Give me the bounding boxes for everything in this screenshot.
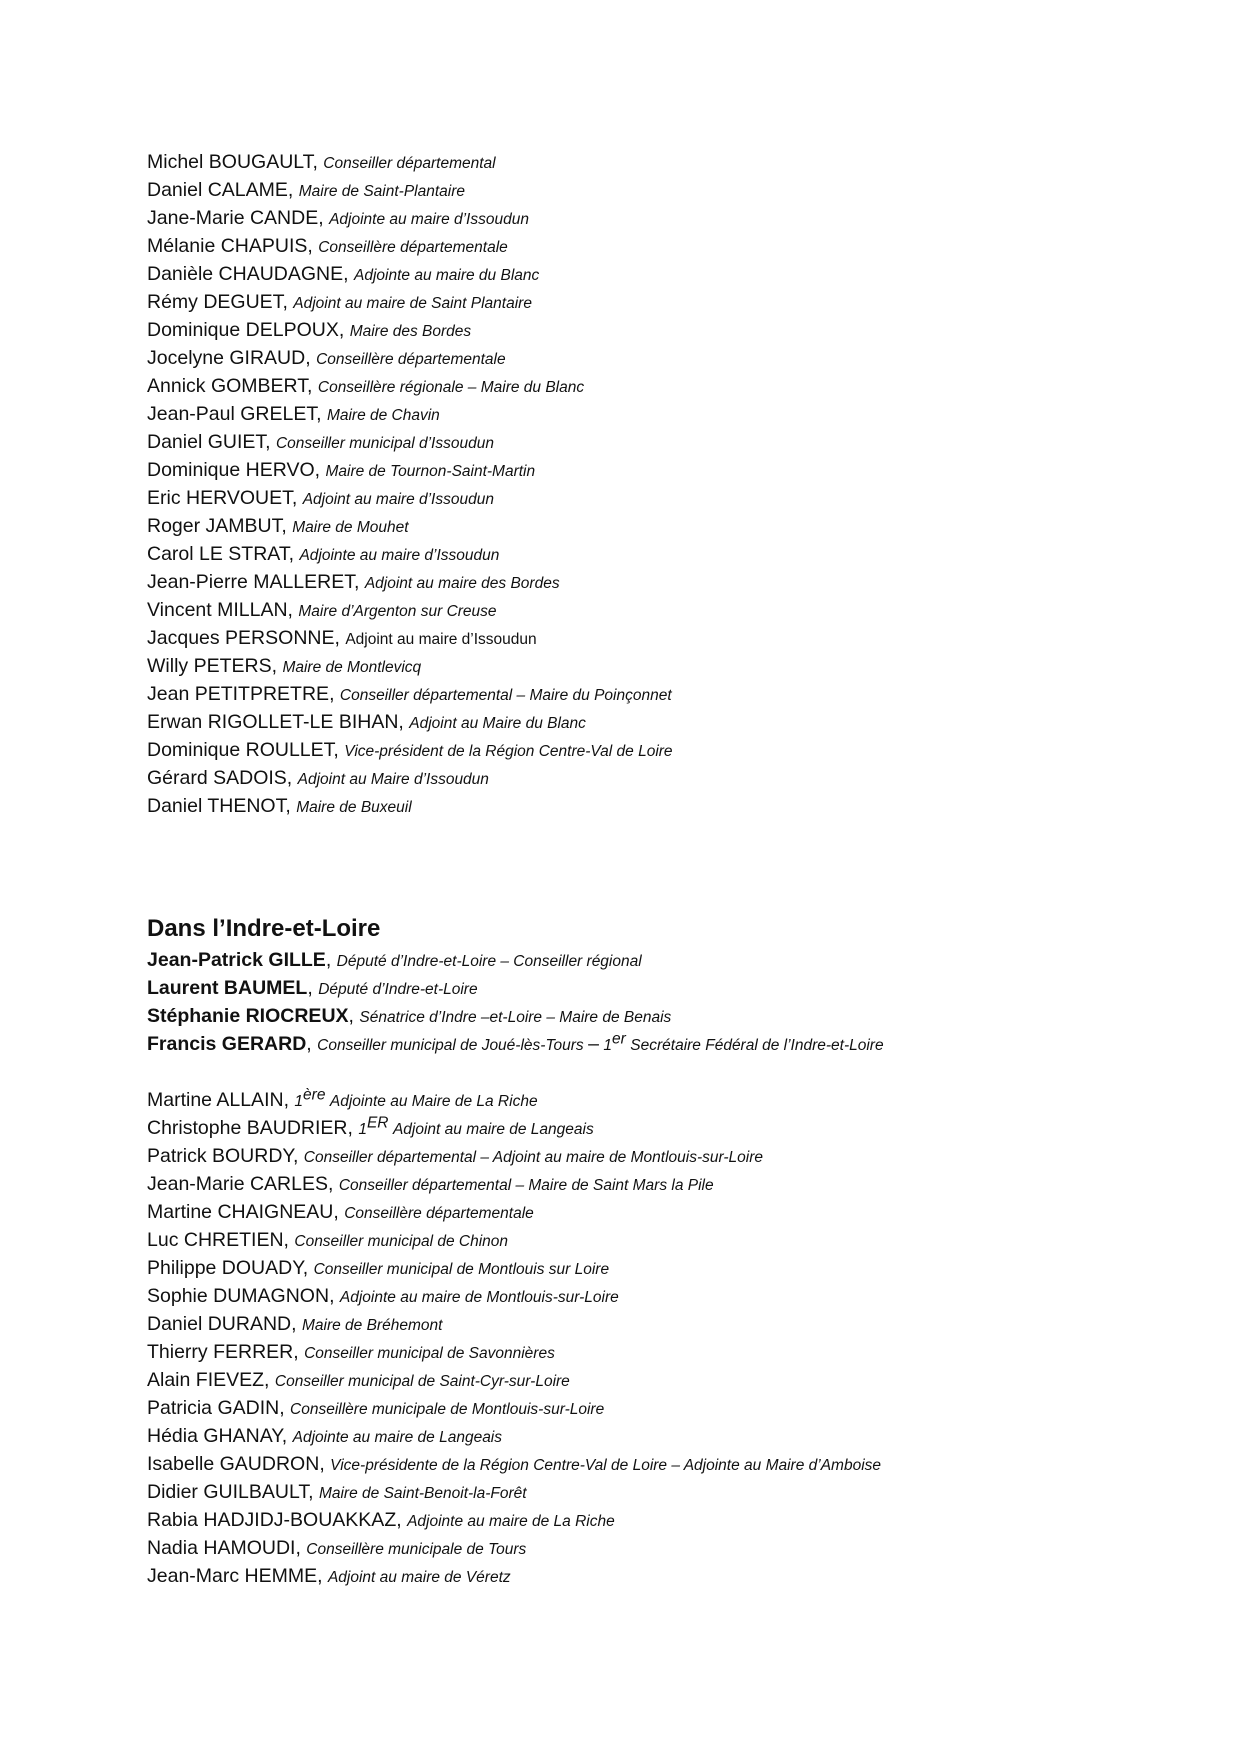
signatory-name: Stéphanie RIOCREUX bbox=[147, 1005, 349, 1027]
signatory-name: Dominique DELPOUX bbox=[147, 319, 339, 341]
signatory-row bbox=[147, 428, 1187, 456]
comma-separator: , bbox=[283, 1229, 295, 1251]
signatory-row bbox=[147, 708, 1187, 736]
signatory-name: Daniel CALAME bbox=[147, 179, 288, 201]
signatory-name: Mélanie CHAPUIS bbox=[147, 235, 308, 257]
signatory-name: Dominique HERVO bbox=[147, 459, 315, 481]
comma-separator: , bbox=[307, 375, 318, 397]
signatory-row bbox=[147, 1198, 1187, 1226]
signatory-row bbox=[147, 288, 1187, 316]
signatory-name: Martine ALLAIN bbox=[147, 1089, 284, 1111]
signatory-name: Luc CHRETIEN bbox=[147, 1229, 284, 1251]
comma-separator: , bbox=[307, 235, 319, 257]
comma-separator: , bbox=[271, 655, 283, 677]
signatory-name: Didier GUILBAULT bbox=[147, 1481, 309, 1503]
signatory-role: Adjointe au maire d’Issoudun bbox=[299, 547, 500, 564]
signatory-row bbox=[147, 1534, 1187, 1562]
signatory-row bbox=[147, 1366, 1187, 1394]
signatory-row bbox=[147, 232, 1187, 260]
signatory-role: Maire de Tournon-Saint-Martin bbox=[325, 463, 536, 480]
signatory-name: Jean-Marie CARLES bbox=[147, 1173, 328, 1195]
signatory-role: Adjoint au maire des Bordes bbox=[364, 575, 560, 592]
signatory-name: Patrick BOURDY bbox=[147, 1145, 293, 1167]
signatory-role: Conseiller municipal de Savonnières bbox=[304, 1345, 555, 1362]
signatory-name: Willy PETERS bbox=[147, 655, 272, 677]
signatory-name: Jocelyne GIRAUD bbox=[147, 347, 306, 369]
signatory-name: Sophie DUMAGNON bbox=[147, 1285, 330, 1307]
signatory-row bbox=[147, 1394, 1187, 1422]
signatory-name: Daniel GUIET bbox=[147, 431, 266, 453]
comma-separator: , bbox=[279, 1397, 291, 1419]
signatory-row bbox=[147, 484, 1187, 512]
indre-et-loire-lead-list bbox=[147, 946, 1187, 1058]
signatory-role: Adjointe au Maire de La Riche bbox=[329, 1093, 538, 1110]
signatory-name: Jean-Marc HEMME bbox=[147, 1565, 318, 1587]
comma-separator: , bbox=[333, 739, 345, 761]
signatory-role: Adjointe au maire de Langeais bbox=[292, 1429, 503, 1446]
signatory-role: Vice-présidente de la Région Centre-Val de Loire – Adjointe au Maire d’Amboise bbox=[330, 1457, 882, 1474]
signatory-row bbox=[147, 652, 1187, 680]
signatory-name: Daniel DURAND bbox=[147, 1313, 292, 1335]
comma-separator: , bbox=[293, 1341, 305, 1363]
signatory-role: Adjoint au maire de Saint Plantaire bbox=[293, 295, 532, 312]
signatory-row bbox=[147, 1170, 1187, 1198]
comma-separator: , bbox=[287, 179, 299, 201]
signatory-name: Eric HERVOUET bbox=[147, 487, 292, 509]
comma-separator: , bbox=[343, 263, 354, 285]
signatory-row bbox=[147, 260, 1187, 288]
signatory-role: Conseiller départemental – Maire de Saint Mars la Pile bbox=[338, 1177, 714, 1194]
comma-separator: , bbox=[295, 1537, 307, 1559]
signatory-role: Conseillère régionale – Maire du Blanc bbox=[317, 379, 585, 396]
comma-separator: , bbox=[338, 319, 350, 341]
signatory-row bbox=[147, 1030, 1187, 1058]
indre-signatory-list bbox=[147, 148, 1187, 820]
signatory-row bbox=[147, 1086, 1187, 1114]
signatory-name: Jean-Patrick GILLE bbox=[147, 949, 326, 971]
comma-separator: , bbox=[348, 1005, 360, 1027]
signatory-name: Martine CHAIGNEAU bbox=[147, 1201, 334, 1223]
comma-separator: , bbox=[329, 1285, 340, 1307]
document-page bbox=[147, 148, 1187, 1590]
comma-separator: , bbox=[317, 1565, 328, 1587]
comma-separator: , bbox=[285, 795, 297, 817]
signatory-role: Sénatrice d’Indre –et-Loire – Maire de Benais bbox=[359, 1009, 672, 1026]
signatory-role: Conseillère départementale bbox=[316, 351, 506, 368]
signatory-name: Daniel THENOT bbox=[147, 795, 286, 817]
signatory-role: Député d’Indre-et-Loire bbox=[318, 981, 478, 998]
signatory-name: Gérard SADOIS bbox=[147, 767, 287, 789]
comma-separator: , bbox=[307, 977, 319, 999]
signatory-role: Conseiller municipal de Chinon bbox=[294, 1233, 509, 1250]
comma-separator: , bbox=[286, 767, 298, 789]
signatory-role: Conseiller départemental bbox=[323, 155, 496, 172]
signatory-name: Dominique ROULLET bbox=[147, 739, 334, 761]
signatory-role: Maire d’Argenton sur Creuse bbox=[298, 603, 497, 620]
comma-separator: , bbox=[308, 1481, 319, 1503]
signatory-role: Adjoint au Maire d’Issoudun bbox=[297, 771, 489, 788]
ordinal-suffix: ER bbox=[366, 1114, 389, 1132]
signatory-role: Adjointe au maire du Blanc bbox=[354, 267, 540, 284]
signatory-row bbox=[147, 512, 1187, 540]
signatory-row bbox=[147, 372, 1187, 400]
signatory-row bbox=[147, 1254, 1187, 1282]
ordinal-suffix: er bbox=[612, 1030, 626, 1048]
comma-separator: , bbox=[281, 515, 293, 537]
signatory-role: Adjoint au Maire du Blanc bbox=[409, 715, 586, 732]
comma-separator: , bbox=[318, 207, 330, 229]
signatory-role: Vice-président de la Région Centre-Val de Loire bbox=[344, 743, 673, 760]
comma-separator: , bbox=[347, 1117, 359, 1139]
signatory-name: Carol LE STRAT bbox=[147, 543, 289, 565]
comma-separator: , bbox=[327, 1173, 339, 1195]
dash-separator: – bbox=[588, 1033, 599, 1055]
signatory-row bbox=[147, 1114, 1187, 1142]
signatory-row bbox=[147, 1450, 1187, 1478]
signatory-role: Adjoint au maire d’Issoudun bbox=[345, 631, 537, 648]
signatory-role: Maire de Saint-Benoit-la-Forêt bbox=[318, 1485, 527, 1502]
signatory-row bbox=[147, 792, 1187, 820]
signatory-name: Jane-Marie CANDE bbox=[147, 207, 319, 229]
signatory-name: Erwan RIGOLLET-LE BIHAN bbox=[147, 711, 399, 733]
signatory-row bbox=[147, 1506, 1187, 1534]
signatory-role: Maire de Chavin bbox=[326, 407, 440, 424]
signatory-role: Adjoint au maire d’Issoudun bbox=[302, 491, 494, 508]
comma-separator: , bbox=[306, 1033, 318, 1055]
signatory-role: Adjoint au maire de Véretz bbox=[327, 1569, 511, 1586]
signatory-role-secondary: Secrétaire Fédéral de l’Indre-et-Loire bbox=[630, 1037, 884, 1054]
signatory-row bbox=[147, 204, 1187, 232]
signatory-row bbox=[147, 568, 1187, 596]
signatory-row bbox=[147, 1226, 1187, 1254]
signatory-name: Nadia HAMOUDI bbox=[147, 1537, 296, 1559]
signatory-name: Michel BOUGAULT bbox=[147, 151, 313, 173]
comma-separator: , bbox=[314, 459, 326, 481]
signatory-row bbox=[147, 1002, 1187, 1030]
signatory-name: Vincent MILLAN bbox=[147, 599, 288, 621]
signatory-role: Maire de Bréhemont bbox=[301, 1317, 443, 1334]
ordinal-number: 1 bbox=[603, 1037, 613, 1054]
comma-separator: , bbox=[333, 1201, 345, 1223]
indre-et-loire-signatory-list bbox=[147, 1086, 1187, 1590]
signatory-role: Conseillère municipale de Montlouis-sur-Loire bbox=[290, 1401, 605, 1418]
comma-separator: , bbox=[291, 1313, 302, 1335]
signatory-role: Maire de Saint-Plantaire bbox=[298, 183, 466, 200]
signatory-name: Jean-Pierre MALLERET bbox=[147, 571, 354, 593]
signatory-row bbox=[147, 400, 1187, 428]
signatory-role: Maire des Bordes bbox=[349, 323, 472, 340]
comma-separator: , bbox=[305, 347, 317, 369]
signatory-row bbox=[147, 176, 1187, 204]
signatory-name: Alain FIEVEZ bbox=[147, 1369, 265, 1391]
signatory-role: Député d’Indre-et-Loire – Conseiller régional bbox=[336, 953, 642, 970]
comma-separator: , bbox=[325, 949, 337, 971]
signatory-name: Christophe BAUDRIER bbox=[147, 1117, 348, 1139]
ordinal-suffix: ère bbox=[303, 1086, 326, 1104]
ordinal-number: 1 bbox=[358, 1121, 367, 1138]
comma-separator: , bbox=[281, 1425, 293, 1447]
spacer bbox=[147, 1058, 1187, 1086]
signatory-row bbox=[147, 1478, 1187, 1506]
signatory-row bbox=[147, 946, 1187, 974]
signatory-name: Jacques PERSONNE bbox=[147, 627, 335, 649]
signatory-row bbox=[147, 1338, 1187, 1366]
signatory-row bbox=[147, 344, 1187, 372]
comma-separator: , bbox=[354, 571, 365, 593]
comma-separator: , bbox=[291, 487, 303, 509]
signatory-name: Hédia GHANAY bbox=[147, 1425, 282, 1447]
comma-separator: , bbox=[398, 711, 410, 733]
signatory-row bbox=[147, 1142, 1187, 1170]
signatory-role: Conseiller municipal d’Issoudun bbox=[275, 435, 494, 452]
ordinal-number: 1 bbox=[294, 1093, 304, 1110]
signatory-name: Laurent BAUMEL bbox=[147, 977, 308, 999]
comma-separator: , bbox=[288, 543, 300, 565]
signatory-row bbox=[147, 148, 1187, 176]
signatory-row bbox=[147, 1562, 1187, 1590]
comma-separator: , bbox=[396, 1509, 408, 1531]
signatory-row bbox=[147, 736, 1187, 764]
signatory-role: Conseiller municipal de Montlouis sur Loire bbox=[313, 1261, 610, 1278]
comma-separator: , bbox=[334, 627, 346, 649]
signatory-role: Maire de Buxeuil bbox=[296, 799, 412, 816]
signatory-role: Conseillère départementale bbox=[344, 1205, 534, 1222]
comma-separator: , bbox=[319, 1453, 331, 1475]
comma-separator: , bbox=[283, 1089, 295, 1111]
signatory-role: Conseiller départemental – Adjoint au maire de Montlouis-sur-Loire bbox=[303, 1149, 763, 1166]
signatory-row bbox=[147, 624, 1187, 652]
signatory-role: Adjointe au maire de La Riche bbox=[407, 1513, 615, 1530]
signatory-row bbox=[147, 1422, 1187, 1450]
signatory-role: Adjoint au maire de Langeais bbox=[392, 1121, 594, 1138]
signatory-row bbox=[147, 764, 1187, 792]
signatory-name: Thierry FERRER bbox=[147, 1341, 294, 1363]
signatory-role: Maire de Mouhet bbox=[292, 519, 409, 536]
signatory-row bbox=[147, 596, 1187, 624]
signatory-role: Conseiller départemental – Maire du Poinçonnet bbox=[339, 687, 672, 704]
signatory-name: Roger JAMBUT bbox=[147, 515, 282, 537]
comma-separator: , bbox=[292, 1145, 304, 1167]
signatory-role: Conseiller municipal de Joué-lès-Tours bbox=[317, 1037, 584, 1054]
signatory-name: Annick GOMBERT bbox=[147, 375, 308, 397]
signatory-name: Patricia GADIN bbox=[147, 1397, 280, 1419]
signatory-name: Francis GERARD bbox=[147, 1033, 307, 1055]
signatory-row bbox=[147, 1310, 1187, 1338]
comma-separator: , bbox=[265, 431, 276, 453]
signatory-row bbox=[147, 456, 1187, 484]
signatory-row bbox=[147, 680, 1187, 708]
signatory-row bbox=[147, 316, 1187, 344]
section-title: Dans l’Indre-et-Loire bbox=[147, 915, 381, 942]
signatory-name: Danièle CHAUDAGNE bbox=[147, 263, 344, 285]
signatory-row bbox=[147, 1282, 1187, 1310]
signatory-name: Rémy DEGUET bbox=[147, 291, 283, 313]
comma-separator: , bbox=[312, 151, 324, 173]
signatory-row bbox=[147, 974, 1187, 1002]
signatory-name: Jean-Paul GRELET bbox=[147, 403, 317, 425]
signatory-role: Conseiller municipal de Saint-Cyr-sur-Loire bbox=[274, 1373, 570, 1390]
signatory-role: Conseillère départementale bbox=[318, 239, 508, 256]
comma-separator: , bbox=[316, 403, 327, 425]
comma-separator: , bbox=[287, 599, 299, 621]
signatory-name: Jean PETITPRETRE bbox=[147, 683, 330, 705]
comma-separator: , bbox=[302, 1257, 314, 1279]
signatory-name: Isabelle GAUDRON bbox=[147, 1453, 320, 1475]
comma-separator: , bbox=[264, 1369, 275, 1391]
signatory-role: Maire de Montlevicq bbox=[282, 659, 422, 676]
signatory-name: Philippe DOUADY bbox=[147, 1257, 303, 1279]
signatory-row bbox=[147, 540, 1187, 568]
comma-separator: , bbox=[282, 291, 294, 313]
signatory-role: Conseillère municipale de Tours bbox=[306, 1541, 527, 1558]
comma-separator: , bbox=[329, 683, 340, 705]
signatory-role: Adjointe au maire d’Issoudun bbox=[329, 211, 529, 228]
signatory-name: Rabia HADJIDJ-BOUAKKAZ bbox=[147, 1509, 397, 1531]
signatory-role: Adjointe au maire de Montlouis-sur-Loire bbox=[339, 1289, 619, 1306]
